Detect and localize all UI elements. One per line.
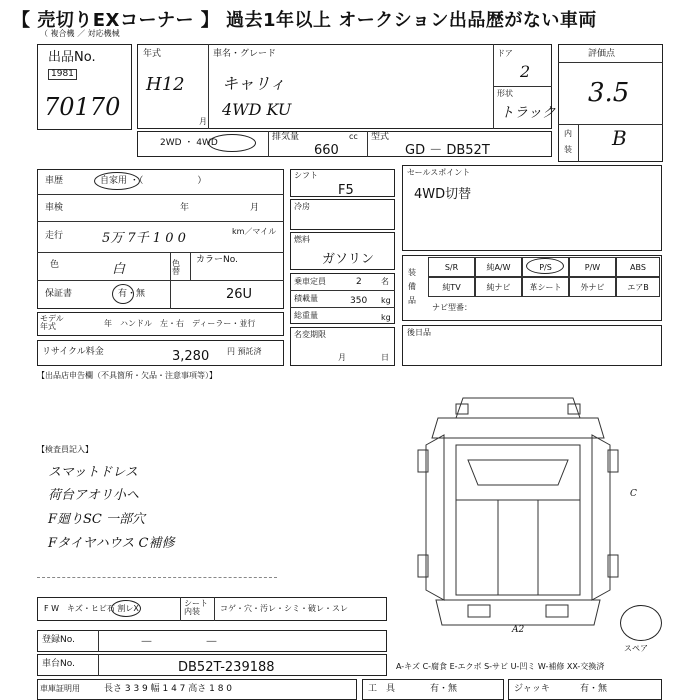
interior-value: B	[612, 126, 627, 150]
colorno-label: カラーNo.	[196, 255, 238, 265]
interior-label-1: 内	[564, 129, 572, 138]
history-value: 自家用 ・（ ）	[100, 176, 207, 186]
recycle-label: リサイクル料金	[42, 347, 104, 357]
inspection-year: 年	[180, 203, 190, 213]
load-value: 350	[350, 296, 368, 306]
chassis-label: 車台No.	[42, 659, 75, 669]
equip-ext-navi: 外ナビ	[569, 277, 616, 297]
lot-number: 70170	[44, 93, 121, 121]
cert-dims: 長さ 3 3 9 幅 1 4 7 高さ 1 8 0	[104, 684, 233, 694]
score-label: 評価点	[588, 49, 616, 59]
car-name: キャリィ	[222, 74, 286, 93]
door-value: 2	[520, 62, 531, 81]
name-change-month: 月	[338, 353, 346, 362]
diagram-note-right: C	[630, 489, 637, 499]
warranty-circle	[112, 284, 134, 304]
tools-value: 有・無	[430, 684, 458, 694]
seat-text: コゲ・穴・汚レ・シミ・破レ・スレ	[220, 604, 348, 613]
load-label: 積載量	[294, 294, 318, 303]
later-items-box	[402, 325, 662, 366]
interior-label-2: 装	[564, 145, 572, 154]
diagram-note-bottom: A2	[512, 625, 525, 635]
warranty-value: 有・無	[118, 289, 146, 299]
door-label: ドア	[497, 49, 513, 58]
displacement-label: 排気量	[272, 132, 300, 142]
drive-text: 2WD ・ 4WD	[160, 138, 218, 148]
equip-power-windows: P/W	[569, 257, 616, 277]
capacity-unit: 名	[381, 277, 389, 286]
sales-value: 4WD切替	[414, 187, 472, 202]
equip-airbag: エアB	[616, 277, 660, 297]
inspector-line-1: スマットドレス	[48, 465, 138, 480]
mileage-label: 走行	[45, 231, 64, 241]
equip-tv: 純TV	[428, 277, 475, 297]
shift-value: F5	[338, 183, 354, 198]
model-label: 型式	[371, 132, 390, 142]
fuel-value: ガソリン	[322, 252, 375, 267]
car-damage-diagram	[408, 390, 628, 640]
model-value: GD － DB52T	[405, 143, 490, 158]
inspector-line-4: Fタイヤハウス C補修	[48, 536, 175, 551]
inspector-line-3: F廻りSC 一部穴	[48, 512, 146, 527]
inspector-label: 【検査員記入】	[37, 445, 93, 454]
colorno-value: 26U	[226, 287, 253, 302]
inspection-month: 月	[250, 203, 260, 213]
banner-title: 【 売切りEXコーナー 】 過去1年以上 オークション出品歴がない車両	[12, 10, 597, 31]
shape-value: トラック	[500, 105, 556, 121]
lot-box	[37, 44, 132, 130]
gross-unit: kg	[381, 313, 391, 322]
equip-leather: 革シート	[522, 277, 569, 297]
score-value: 3.5	[588, 78, 630, 108]
reg-value: － －	[140, 635, 219, 650]
fw-circle	[111, 600, 141, 617]
tools-label: 工 具	[368, 684, 396, 694]
name-change-day: 日	[381, 353, 389, 362]
equip-sr: S/R	[428, 257, 475, 277]
navi-label: ナビ型番：	[432, 303, 472, 312]
fw-text: F W キズ・ヒビ石 割レX	[44, 604, 139, 613]
top-note: （ 複合機 ／ 対応機械	[40, 29, 120, 38]
year-value: H12	[146, 74, 185, 95]
sales-label: セールスポイント	[407, 168, 471, 177]
equip-power-steering: P/S	[522, 257, 569, 277]
model-year-label: モデル年式	[40, 314, 64, 331]
cc-unit: cc	[349, 132, 358, 141]
spare-label: スペア	[624, 644, 648, 653]
drive-circle	[208, 134, 256, 152]
gross-label: 総重量	[294, 311, 318, 320]
color-label: 色	[50, 260, 60, 270]
sales-point-box	[402, 165, 662, 251]
recycle-value: 3,280	[172, 349, 210, 364]
year-label: 年式	[143, 49, 162, 59]
cert-label: 車庫証明用	[40, 684, 80, 693]
ac-label: 冷房	[294, 202, 310, 211]
lot-code: 1981	[48, 69, 77, 80]
seat-label: シート内装	[184, 599, 208, 616]
inspection-label: 車検	[45, 203, 64, 213]
inspector-line-2: 荷台アオリ小ヘ	[48, 488, 139, 503]
warranty-label: 保証書	[45, 289, 73, 299]
chassis-value: DB52T-239188	[178, 660, 275, 675]
month-marker: 月	[199, 117, 207, 126]
seller-notes-label: 【出品店申告欄（不具箇所・欠品・注意事項等）】	[37, 371, 217, 380]
color-value: 白	[112, 262, 126, 277]
capacity-label: 乗車定員	[294, 277, 326, 286]
jack-label: ジャッキ	[514, 684, 550, 694]
model-year-text: 年 ハンドル 左・右 ディーラー・並行	[104, 319, 256, 328]
jack-value: 有・無	[580, 684, 608, 694]
lot-label: 出品No.	[48, 50, 96, 65]
mileage-unit: km／マイル	[232, 227, 277, 236]
spare-tire-icon	[620, 605, 662, 641]
name-label: 車名・グレード	[213, 49, 277, 59]
name-change-label: 名変期限	[294, 330, 326, 339]
equip-navi: 純ナビ	[475, 277, 522, 297]
damage-legend: A-キズ C-腐食 E-エクボ S-サビ U-凹ミ W-補修 XX-交換済	[396, 662, 605, 671]
mileage-value: 5万 7千 1 0 0	[102, 231, 186, 246]
car-grade: 4WD KU	[222, 100, 292, 119]
load-unit: kg	[381, 296, 391, 305]
recycle-unit: 円 預託済	[227, 347, 262, 356]
auction-banner	[0, 0, 700, 32]
shift-label: シフト	[294, 171, 318, 180]
equip-abs: ABS	[616, 257, 660, 277]
equip-label: 装備品	[408, 268, 416, 305]
later-label: 後日品	[407, 328, 431, 337]
color-change-label: 色替	[172, 259, 180, 276]
history-circle	[94, 172, 140, 190]
reg-label: 登録No.	[42, 635, 75, 645]
power-steering-circle	[526, 258, 564, 274]
equip-alloy-wheels: 純A/W	[475, 257, 522, 277]
shape-label: 形状	[497, 89, 513, 98]
capacity-value: 2	[356, 277, 362, 287]
displacement-value: 660	[314, 143, 339, 158]
history-label: 車歴	[45, 176, 64, 186]
fuel-label: 燃料	[294, 235, 310, 244]
